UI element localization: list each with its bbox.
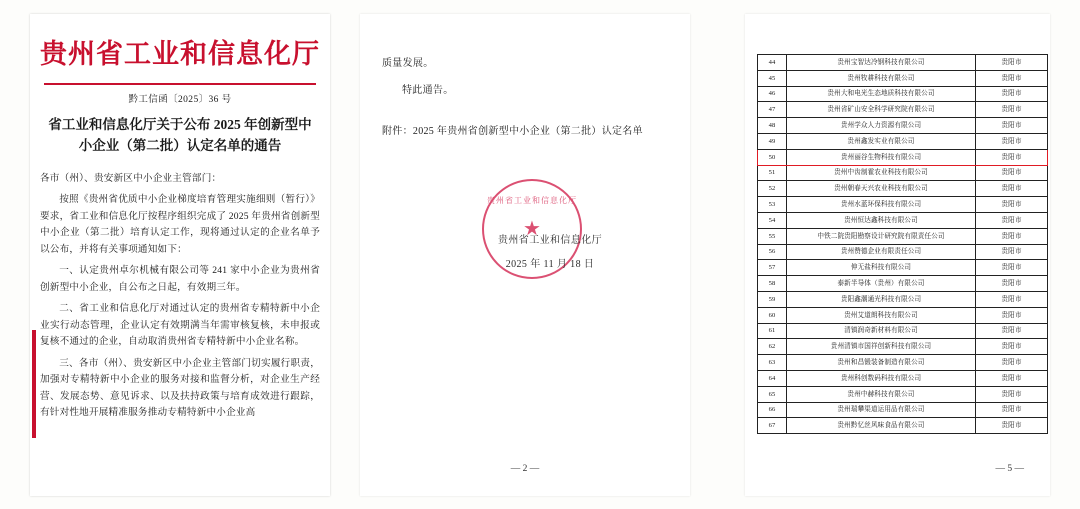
row-index: 67 xyxy=(758,418,787,434)
body-paragraph-4: 三、各市（州）、贵安新区中小企业主管部门切实履行职责，加强对专精特新中小企业的服务对接和监督分析，对企业生产经营、发展态势、意见诉求、以及扶持政策与培育成效进行跟踪，有针对性地开展精准服务推动专精特新中小企业高 xyxy=(40,357,320,419)
row-index: 51 xyxy=(758,165,787,181)
row-city: 贵阳市 xyxy=(976,86,1048,102)
table-row xyxy=(758,386,1048,402)
row-city: 贵阳市 xyxy=(976,197,1048,213)
company-list-table xyxy=(757,54,1048,434)
row-company-name: 贵州中赫科技有限公司 xyxy=(787,386,976,402)
row-index: 50 xyxy=(758,149,787,165)
star-icon: ★ xyxy=(523,218,541,240)
row-company-name: 贵州中齿制霍农业科技有限公司 xyxy=(787,165,976,181)
table-row xyxy=(758,291,1048,307)
row-city: 贵阳市 xyxy=(976,118,1048,134)
table-row xyxy=(758,133,1048,149)
row-index: 58 xyxy=(758,276,787,292)
row-company-name: 贵州学众人力资源有限公司 xyxy=(787,118,976,134)
row-company-name: 贵州牧耕科技有限公司 xyxy=(787,70,976,86)
row-index: 60 xyxy=(758,307,787,323)
row-index: 55 xyxy=(758,228,787,244)
row-company-name: 贵州赞德企业有限责任公司 xyxy=(787,244,976,260)
row-index: 59 xyxy=(758,291,787,307)
row-city: 贵阳市 xyxy=(976,244,1048,260)
row-city: 贵阳市 xyxy=(976,355,1048,371)
row-index: 46 xyxy=(758,86,787,102)
row-company-name: 伸无盐科技有限公司 xyxy=(787,260,976,276)
row-index: 65 xyxy=(758,386,787,402)
row-index: 66 xyxy=(758,402,787,418)
row-index: 49 xyxy=(758,133,787,149)
row-index: 61 xyxy=(758,323,787,339)
row-city: 贵阳市 xyxy=(976,165,1048,181)
row-index: 53 xyxy=(758,197,787,213)
mid-paragraph-1: 特此通告。 xyxy=(402,85,454,96)
row-company-name: 贵州鑫发实业有限公司 xyxy=(787,133,976,149)
table-row xyxy=(758,55,1048,71)
row-city: 贵阳市 xyxy=(976,323,1048,339)
table-row xyxy=(758,197,1048,213)
table-row xyxy=(758,323,1048,339)
table-row xyxy=(758,165,1048,181)
table-row xyxy=(758,402,1048,418)
row-index: 48 xyxy=(758,118,787,134)
middle-document-panel xyxy=(360,14,690,496)
table-row xyxy=(758,244,1048,260)
row-company-name: 贵州艾道朗科技有限公司 xyxy=(787,307,976,323)
row-company-name: 中铁二院贵阳勘察设计研究院有限责任公司 xyxy=(787,228,976,244)
document-number: 黔工信函〔2025〕36 号 xyxy=(128,95,232,105)
body-paragraph-3: 二、省工业和信息化厅对通过认定的贵州省专精特新中小企业实行动态管理，企业认定有效期满当年需审核复核，未申报或复核不通过的企业，自动取消贵州省专精特新中小企业名称。 xyxy=(40,303,320,348)
row-index: 64 xyxy=(758,370,787,386)
row-city: 贵阳市 xyxy=(976,133,1048,149)
seal-area xyxy=(382,179,668,299)
row-company-name: 贵州大和电光生态地质科技有限公司 xyxy=(787,86,976,102)
table-row xyxy=(758,355,1048,371)
table-row xyxy=(758,181,1048,197)
row-company-name: 贵州恒达鑫科技有限公司 xyxy=(787,212,976,228)
mid-paragraph-0: 质量发展。 xyxy=(382,58,434,69)
row-company-name: 贵州省矿山安全科学研究院有限公司 xyxy=(787,102,976,118)
letterhead-title: 贵州省工业和信息化厅 xyxy=(40,39,320,69)
table-row xyxy=(758,149,1048,165)
row-city: 贵阳市 xyxy=(976,70,1048,86)
row-company-name: 贵州瑞攀渠道运用品有限公司 xyxy=(787,402,976,418)
page-number-right: — 5 — xyxy=(995,464,1024,474)
row-company-name: 贵阳鑫潮通光科技有限公司 xyxy=(787,291,976,307)
attachment-line: 附件：2025 年贵州省创新型中小企业（第二批）认定名单 xyxy=(382,126,643,137)
row-city: 贵阳市 xyxy=(976,276,1048,292)
row-city: 贵阳市 xyxy=(976,102,1048,118)
company-list-body xyxy=(758,55,1048,434)
row-index: 62 xyxy=(758,339,787,355)
body-paragraph-2: 一、认定贵州卓尔机械有限公司等 241 家中小企业为贵州省创新型中小企业，自公布之日起，有效期三年。 xyxy=(40,265,320,293)
row-company-name: 贵州清镇市国祥创新科技有限公司 xyxy=(787,339,976,355)
page-number-middle: — 2 — xyxy=(510,464,540,474)
row-company-name: 泰新半导体（贵州）有限公司 xyxy=(787,276,976,292)
row-city: 贵阳市 xyxy=(976,370,1048,386)
row-index: 56 xyxy=(758,244,787,260)
table-row xyxy=(758,370,1048,386)
row-city: 贵阳市 xyxy=(976,402,1048,418)
row-city: 贵阳市 xyxy=(976,307,1048,323)
table-row xyxy=(758,276,1048,292)
row-city: 贵阳市 xyxy=(976,55,1048,71)
document-title: 省工业和信息化厅关于公布 2025 年创新型中小企业（第二批）认定名单的通告 xyxy=(48,117,312,153)
right-document-panel xyxy=(745,14,1050,496)
row-city: 贵阳市 xyxy=(976,260,1048,276)
letterhead-divider xyxy=(44,83,316,85)
table-row xyxy=(758,260,1048,276)
left-document-panel xyxy=(30,14,330,496)
row-index: 45 xyxy=(758,70,787,86)
row-index: 54 xyxy=(758,212,787,228)
table-row xyxy=(758,307,1048,323)
red-margin-bar xyxy=(32,330,36,438)
row-index: 57 xyxy=(758,260,787,276)
row-company-name: 贵州和昌锻装备制造有限公司 xyxy=(787,355,976,371)
table-row xyxy=(758,70,1048,86)
body-paragraph-0: 各市（州）、贵安新区中小企业主管部门： xyxy=(40,172,222,184)
row-city: 贵阳市 xyxy=(976,181,1048,197)
row-index: 47 xyxy=(758,102,787,118)
row-company-name: 贵州科创数码科技有限公司 xyxy=(787,370,976,386)
table-row xyxy=(758,118,1048,134)
signer-name: 贵州省工业和信息化厅 xyxy=(498,235,602,246)
sign-date: 2025 年 11 月 18 日 xyxy=(505,259,595,270)
table-row xyxy=(758,86,1048,102)
row-city: 贵阳市 xyxy=(976,386,1048,402)
row-company-name: 贵州丽谷生物科技有限公司 xyxy=(787,149,976,165)
row-city: 贵阳市 xyxy=(976,418,1048,434)
row-city: 贵阳市 xyxy=(976,339,1048,355)
row-city: 贵阳市 xyxy=(976,212,1048,228)
row-index: 63 xyxy=(758,355,787,371)
table-row xyxy=(758,228,1048,244)
row-company-name: 贵州黔忆丝风味食品有限公司 xyxy=(787,418,976,434)
row-company-name: 贵州宝智达冷钢科技有限公司 xyxy=(787,55,976,71)
seal-text: 贵州省工业和信息化厅 xyxy=(487,196,577,205)
body-paragraph-1: 按照《贵州省优质中小企业梯度培育管理实施细则（暂行）》要求，省工业和信息化厅按程序组织完成了 2025 年贵州省创新型中小企业（第二批）培育认定工作，现将通过认定的企业名单予以公布，并将有关事项通知如下： xyxy=(40,194,320,255)
row-city: 贵阳市 xyxy=(976,149,1048,165)
row-company-name: 贵州水蓝环保科技有限公司 xyxy=(787,197,976,213)
row-index: 52 xyxy=(758,181,787,197)
table-row xyxy=(758,418,1048,434)
row-index: 44 xyxy=(758,55,787,71)
row-company-name: 清镇润奇新材料有限公司 xyxy=(787,323,976,339)
table-row xyxy=(758,212,1048,228)
row-city: 贵阳市 xyxy=(976,291,1048,307)
table-row xyxy=(758,102,1048,118)
row-company-name: 贵州朝春天兴农业科技有限公司 xyxy=(787,181,976,197)
document-body xyxy=(40,171,320,422)
row-city: 贵阳市 xyxy=(976,228,1048,244)
table-row xyxy=(758,339,1048,355)
